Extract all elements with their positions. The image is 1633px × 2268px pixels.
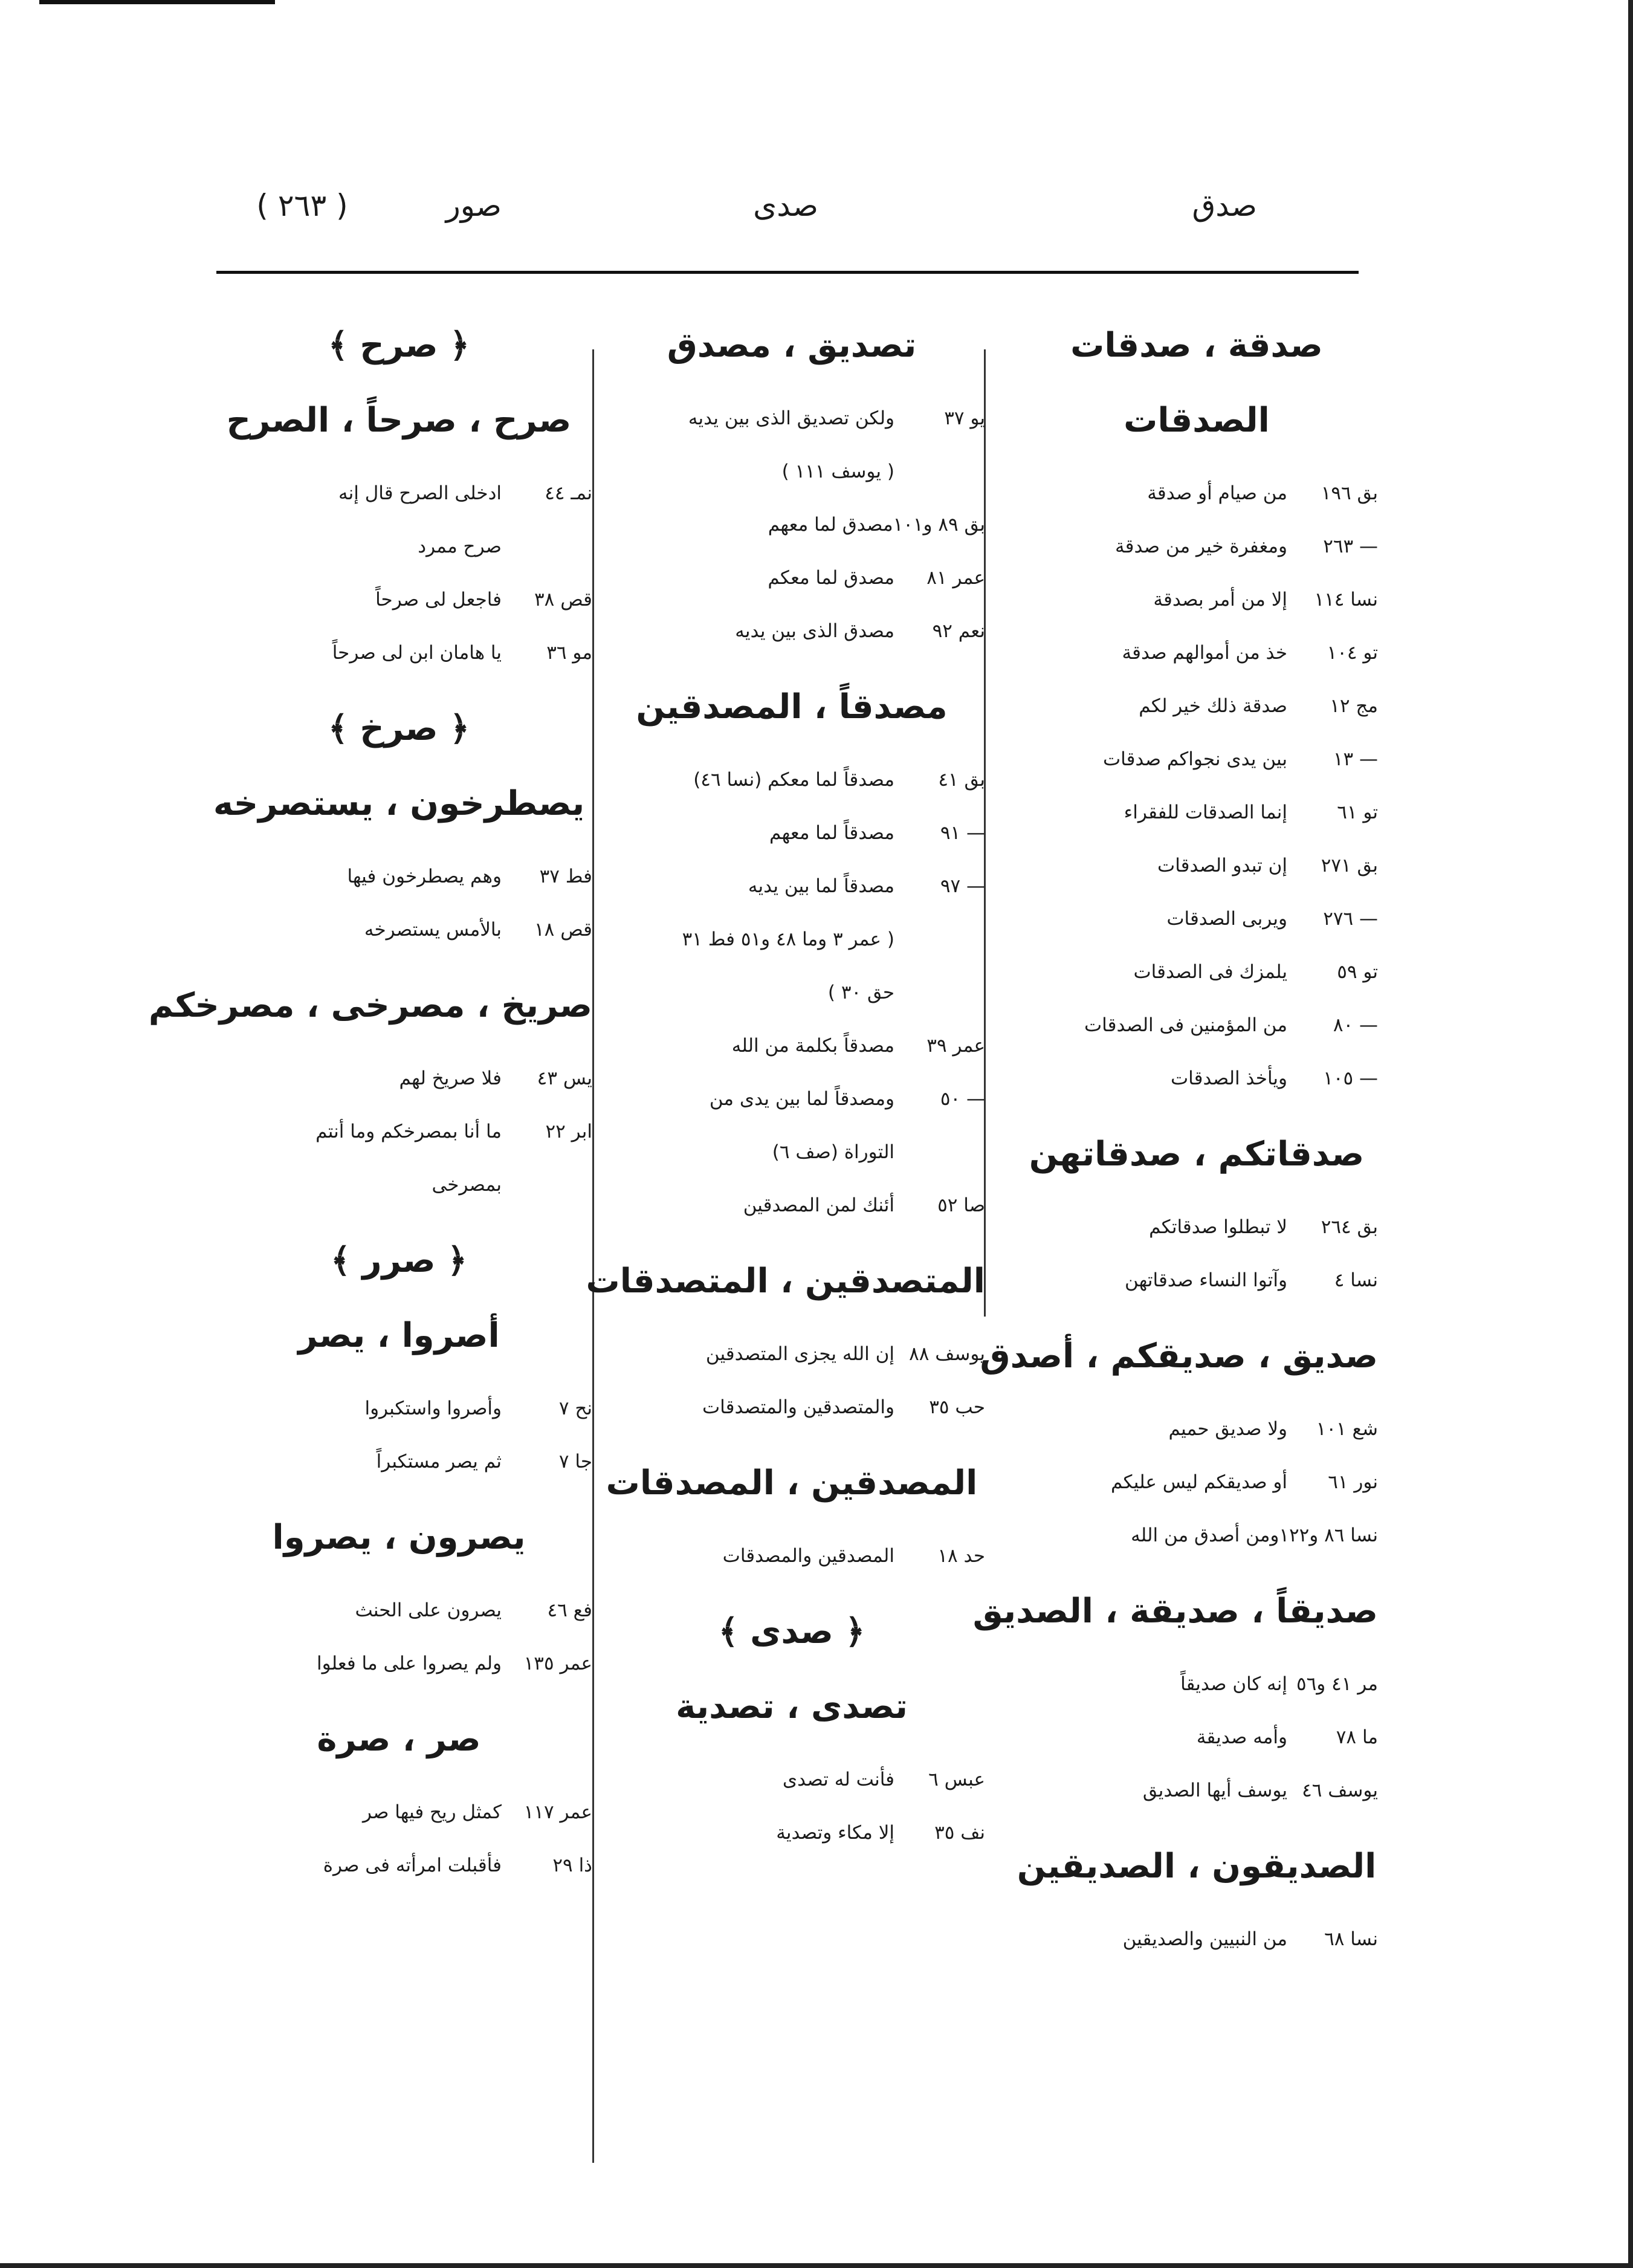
entry-heading: المصدقين ، المصدقات [606,1463,978,1503]
citation-reference: بق ٤١ [938,769,985,791]
citation-line [1015,1913,1378,1966]
citation-quote: خذ من أموالهم صدقة [1122,642,1287,664]
citation-line [1015,467,1378,520]
column-right [972,302,1378,2237]
citation-reference: قص ١٨ [534,919,592,941]
entry-heading: الصدقات [1124,401,1270,440]
citation-reference: مو ٣٦ [546,642,592,664]
citation-reference: فع ٤٦ [547,1599,592,1621]
citation-line [598,1806,985,1859]
citation-line [205,1052,592,1105]
citation-line [205,1584,592,1637]
citation-reference: حب ٣٥ [929,1396,985,1418]
citation-reference: شع ١٠١ [1316,1418,1378,1440]
citation-reference: تو ٥٩ [1337,961,1378,983]
citation-reference: مر ٤١ و٥٦ [1296,1673,1378,1695]
root-heading: ﴿ صرخ ﴾ [328,709,470,748]
citation-quote: ولكن تصديق الذى بين يديه [688,407,894,429]
header-word-left: صور [445,188,502,223]
citation-line [1015,520,1378,573]
citation-quote: إنما الصدقات للفقراء [1124,802,1287,823]
citation-quote: كمثل ريح فيها صر [362,1801,502,1823]
citation-reference: — ٨٠ [1333,1014,1378,1036]
citation-quote: إن تبدو الصدقات [1157,855,1287,876]
entry-heading: صر ، صرة [317,1720,481,1759]
citation-quote: ولا صديق حميم [1168,1418,1287,1440]
citation-reference: عمر ٣٩ [926,1035,985,1057]
citation-line [1015,999,1378,1052]
citation-line [598,753,985,806]
entry-heading: صدقة ، صدقات [1070,326,1323,365]
citation-quote: مصدقاً لما معكم (نسا ٤٦) [693,769,894,791]
entry-heading: يصرون ، يصروا [272,1518,526,1557]
citation-quote: إلا من أمر بصدقة [1153,589,1287,611]
citation-quote: يصرون على الحنث [355,1599,502,1621]
citation-reference: تو ٦١ [1337,802,1378,823]
citation-line [1015,1052,1378,1105]
column-middle [586,302,985,2237]
column-left [148,302,592,2237]
citation-reference: يو ٣٧ [944,407,985,429]
entry-heading: تصدى ، تصدية [676,1687,908,1726]
citation-quote: من صيام أو صدقة [1147,482,1287,504]
citation-line [205,573,592,626]
citation-reference: عبس ٦ [928,1769,985,1790]
entry-heading: أصروا ، يصر [298,1316,500,1355]
citation-quote: وأصروا واستكبروا [364,1398,502,1419]
page-number: ( ٢٦٣ ) [256,188,348,223]
citation-line [205,903,592,956]
citation-line [598,1381,985,1434]
citation-quote: مصدقاً لما معهم [769,822,894,844]
citation-line [598,806,985,860]
citation-quote: مصدقاً لما بين يديه [748,875,894,897]
header-rule [216,271,1359,274]
citation-line [598,1529,985,1583]
citation-quote: ومغفرة خير من صدقة [1115,536,1287,557]
citation-quote: مصدق لما معهم [768,514,893,536]
citation-reference: — ١٣ [1333,748,1378,770]
citation-quote: ادخلى الصرح قال إنه [338,482,502,504]
citation-quote: أئنك لمن المصدقين [743,1194,894,1216]
citation-quote: لا تبطلوا صدقاتكم [1149,1216,1287,1238]
citation-quote: بالأمس يستصرخه [364,919,502,941]
citation-line [598,1179,985,1232]
citation-line [598,1072,985,1126]
citation-line [598,392,985,445]
entry-heading: المتصدقين ، المتصدقات [586,1262,985,1301]
citation-line [1015,733,1378,786]
citation-quote: يا هامان ابن لى صرحاً [332,642,502,664]
citation-line [1015,626,1378,679]
citation-reference: ما ٧٨ [1336,1726,1378,1748]
header-word-center: صدى [753,188,818,223]
citation-line [205,467,592,520]
citation-quote: ثم يصر مستكبراً [376,1451,502,1473]
citation-quote: يوسف أيها الصديق [1142,1780,1287,1801]
citation-quote: المصدقين والمصدقات [722,1545,894,1567]
citation-quote: مصدقاً بكلمة من الله [731,1035,894,1057]
citation-line [205,850,592,903]
citation-reference: — ٥٠ [940,1088,985,1110]
citation-quote: ما أنا بمصرخكم وما أنتم [315,1121,502,1142]
citation-quote: وهم يصطرخون فيها [347,866,502,887]
citation-line [1015,1402,1378,1456]
citation-quote: من النبيين والصديقين [1122,1928,1287,1950]
citation-quote: بين يدى نجواكم صدقات [1102,748,1287,770]
header-word-right: صدق [1192,188,1257,223]
citation-reference: تو ١٠٤ [1327,642,1378,664]
citation-reference: بق ٢٦٤ [1321,1216,1378,1238]
citation-line [1015,786,1378,839]
citation-reference: يس ٤٣ [537,1068,592,1089]
citation-quote: يلمزك فى الصدقات [1133,961,1287,983]
citation-quote: ولم يصروا على ما فعلوا [317,1653,502,1674]
citation-reference: نعم ٩٢ [932,620,985,642]
citation-reference: مج ١٢ [1330,695,1378,717]
entry-heading: صريخ ، مصرخى ، مصرخكم [148,986,592,1025]
citation-reference: بق ٢٧١ [1321,855,1378,876]
entry-heading: صرح ، صرحاً ، الصرح [226,401,572,440]
citation-continuation: صرح ممرد [418,536,502,557]
citation-quote: أو صديقكم ليس عليكم [1111,1471,1287,1493]
entry-heading: يصطرخون ، يستصرخه [213,784,585,823]
citation-reference: — ٩٧ [940,875,985,897]
citation-quote: مصدق لما معكم [768,567,894,589]
citation-line [1015,1764,1378,1817]
citation-reference: عمر ٨١ [926,567,985,589]
citation-reference: نح ٧ [558,1398,592,1419]
citation-reference: عمر ١٣٥ [523,1653,592,1674]
citation-line [205,1786,592,1839]
entry-heading: صديقاً ، صديقة ، الصديق [972,1592,1378,1631]
citation-line [598,551,985,604]
citation-line [205,1839,592,1892]
citation-reference: بق ٨٩ و١٠١ [893,514,985,536]
citation-line [598,1019,985,1072]
entry-heading: الصديقون ، الصديقين [1017,1847,1377,1886]
citation-reference: — ٢٦٣ [1323,536,1378,557]
citation-reference: بق ١٩٦ [1321,482,1378,504]
top-edge-mark [39,0,275,4]
citation-line [205,1105,592,1158]
citation-quote: فأنت له تصدى [782,1769,894,1790]
citation-reference: نمـ ٤٤ [545,482,592,504]
citation-reference: نور ٦١ [1328,1471,1378,1493]
citation-quote: مصدق الذى بين يديه [735,620,894,642]
citation-quote: وآتوا النساء صدقاتهن [1124,1269,1287,1291]
citation-line [1015,839,1378,892]
citation-line [1015,1254,1378,1307]
citation-quote: ويأخذ الصدقات [1171,1068,1287,1089]
citation-reference: نسا ٨٦ و١٢٢ [1279,1524,1378,1546]
citation-quote: فلا صريخ لهم [399,1068,502,1089]
citation-continuation: ( يوسف ١١١ ) [781,461,894,482]
citation-line [1015,945,1378,999]
citation-continuation: التوراة (صف ٦) [772,1141,894,1163]
citation-line [1015,1456,1378,1509]
citation-reference: — ١٠٥ [1323,1068,1378,1089]
citation-reference: صا ٥٢ [937,1194,985,1216]
root-heading: ﴿ صرح ﴾ [328,326,470,365]
citation-reference: — ٩١ [940,822,985,844]
citation-quote: إن الله يجزى المتصدقين [705,1343,894,1365]
citation-line [1015,1509,1378,1562]
citation-quote: من المؤمنين فى الصدقات [1084,1014,1287,1036]
entry-heading: تصديق ، مصدق [667,326,917,365]
citation-quote: ومن أصدق من الله [1131,1524,1279,1546]
citation-reference: نف ٣٥ [934,1822,985,1844]
citation-quote: وأمه صديقة [1196,1726,1287,1748]
entry-heading: مصدقاً ، المصدقين [636,687,948,727]
citation-reference: عمر ١١٧ [523,1801,592,1823]
citation-line [205,626,592,679]
citation-quote: فأقبلت امرأته فى صرة [323,1855,502,1876]
citation-continuation: بمصرخى [432,1174,502,1196]
citation-quote: إلا مكاء وتصدية [776,1822,894,1844]
citation-line [1015,1200,1378,1254]
citation-line [205,1637,592,1690]
entry-heading: صدقاتكم ، صدقاتهن [1029,1135,1365,1174]
citation-line [1015,573,1378,626]
citation-reference: نسا ١١٤ [1314,589,1378,611]
citation-line [1015,1711,1378,1764]
citation-quote: ويربى الصدقات [1166,908,1287,930]
citation-line [598,860,985,913]
citation-line [205,1435,592,1488]
citation-line [205,1382,592,1435]
citation-line [1015,1657,1378,1711]
root-heading: ﴿ صدى ﴾ [718,1612,865,1651]
citation-line [1015,679,1378,733]
citation-continuation: حق ٣٠ ) [827,982,894,1003]
citation-quote: ومصدقاً لما بين يدى من [709,1088,894,1110]
scan-border-right [1628,0,1633,2268]
citation-reference: ذا ٢٩ [552,1855,592,1876]
citation-line [598,498,985,551]
citation-quote: إنه كان صديقاً [1180,1673,1287,1695]
citation-quote: فاجعل لى صرحاً [375,589,502,611]
citation-line [598,1327,985,1381]
citation-reference: يوسف ٤٦ [1302,1780,1378,1801]
entry-heading: صديق ، صديقكم ، أصدق [980,1336,1378,1376]
citation-reference: — ٢٧٦ [1323,908,1378,930]
citation-line [598,1753,985,1806]
citation-line [598,604,985,658]
citation-reference: فط ٣٧ [539,866,592,887]
citation-reference: يوسف ٨٨ [909,1343,985,1365]
root-heading: ﴿ صرر ﴾ [331,1241,467,1280]
citation-quote: صدقة ذلك خير لكم [1139,695,1287,717]
citation-quote: والمتصدقين والمتصدقات [702,1396,894,1418]
citation-reference: نسا ٦٨ [1324,1928,1378,1950]
scan-border-bottom [0,2263,1633,2268]
citation-reference: نسا ٤ [1334,1269,1378,1291]
citation-reference: حد ١٨ [937,1545,985,1567]
citation-continuation: ( عمر ٣ وما ٤٨ و٥١ فط ٣١ [682,928,894,950]
citation-reference: جا ٧ [558,1451,592,1473]
citation-reference: ابر ٢٢ [545,1121,592,1142]
citation-line [1015,892,1378,945]
citation-reference: قص ٣٨ [534,589,592,611]
